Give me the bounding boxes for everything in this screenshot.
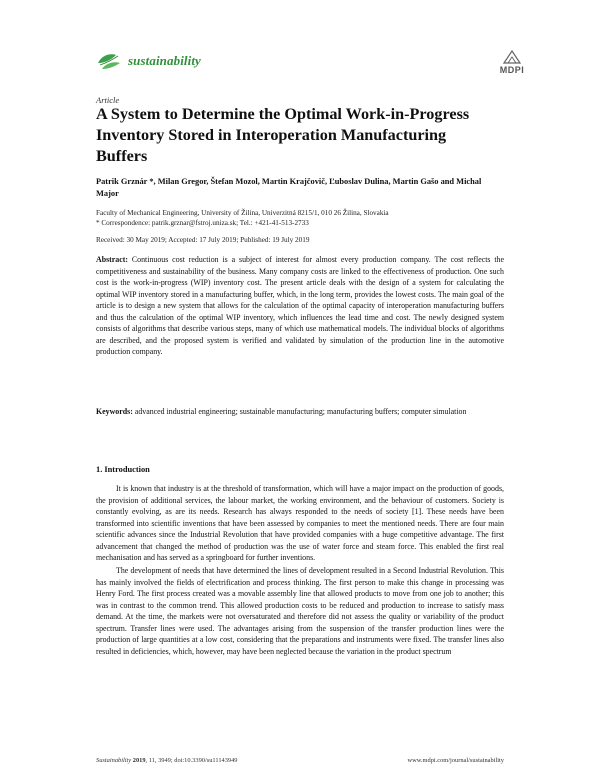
body-paragraph: It is known that industry is at the threshold of transformation, which will have a major impact on the production of goods, the provision of additional services, the labour market, the working environment, and the behaviour of customers. Society is constantly evolving, as are its needs. Research has always responded to the needs of society [1]. These needs have been transformed into scientific inventions that have been assessed by companies to meet the mentioned needs. There are four main scientific advances since the Industrial Revolution that have provided companies with a huge competitive advantage. The first advancement that changed the method of production was the use of water force and steam force. This enabled the first real mechanisation and has served as a springboard for further inventions. — [96, 484, 504, 562]
journal-name: sustainability — [128, 53, 201, 68]
footer-journal: Sustainability — [96, 757, 132, 764]
section-heading: 1. Introduction — [96, 465, 150, 474]
publisher-name: MDPI — [499, 65, 525, 75]
footer-url[interactable]: www.mdpi.com/journal/sustainability — [407, 757, 504, 764]
footer-citation — [96, 757, 238, 764]
mdpi-emblem-icon — [494, 49, 530, 65]
journal-logo — [96, 50, 201, 72]
author-list: Patrik Grznár *, Milan Gregor, Štefan Mozol, Martin Krajčovič, Ľuboslav Dulina, Martin Gašo and Michal Major — [96, 177, 482, 198]
abstract-label: Abstract: — [96, 255, 128, 264]
footer-year: 2019 — [132, 757, 146, 764]
keywords — [96, 406, 504, 418]
article-type: Article — [96, 95, 120, 105]
keywords-text: advanced industrial engineering; sustainable manufacturing; manufacturing buffers; computer simulation — [134, 407, 467, 416]
keywords-label: Keywords: — [96, 407, 133, 416]
mdpi-logo — [494, 49, 530, 75]
leaf-icon — [96, 51, 122, 71]
publication-dates: Received: 30 May 2019; Accepted: 17 July 2019; Published: 19 July 2019 — [96, 236, 310, 244]
abstract — [96, 254, 504, 358]
article-title: A System to Determine the Optimal Work-in-Progress Inventory Stored in Interoperation Manufacturing Buffers — [96, 105, 470, 165]
body-paragraph: The development of needs that have determined the lines of development resulted in a Second Industrial Revolution. This has mainly involved the fields of electrification and process thinking. The first person to make this change in processing was Henry Ford. The first process created was a movable assembly line that allowed products to move from one job to another; this was in contrast to the common trend. This allowed production costs to be reduced and production to increase to satisfy mass demand. At the time, the markets were not oversaturated and therefore did not assess the quality or variability of the product spectrum. Transfer lines were used. The advantages arising from the suspension of the transfer production lines were the production of large quantities at a low cost, considering that the preparations and instruments were fixed. The transfer lines also resulted in deficiencies, which, however, may have been neglected because the variation in the product spectrum — [96, 566, 504, 656]
affiliation: Faculty of Mechanical Engineering, University of Žilina, Univerzitná 8215/1, 010 26 Žilina, Slovakia — [96, 209, 389, 217]
footer-volume: , 11, 3949; doi:10.3390/su11143949 — [145, 757, 238, 764]
abstract-text: Continuous cost reduction is a subject of interest for almost every production company. The cost reflects the competitiveness and sustainability of the business. Many company costs are linked to the effectiveness of production. One such cost is the work-in-progress (WIP) inventory cost. The present article deals with the design of a system for calculating the optimal WIP inventory stored in a manufacturing buffer, which, in the long term, provides the lowest costs. The main goal of the article is to design a new system that allows for the calculation of the optimal capacity of interoperation manufacturing buffers and thus the calculation of the optimal WIP inventory, which influences the lead time and cost. The newly designed system consists of algorithms that describe various steps, many of which use mathematical models. The individual blocks of algorithms are described, and the proposed system is verified and validated by simulation of the production line in the automotive production company. — [96, 255, 504, 356]
correspondence: * Correspondence: patrik.grznar@fstroj.uniza.sk; Tel.: +421-41-513-2733 — [96, 219, 309, 227]
affiliation-block — [96, 208, 516, 228]
